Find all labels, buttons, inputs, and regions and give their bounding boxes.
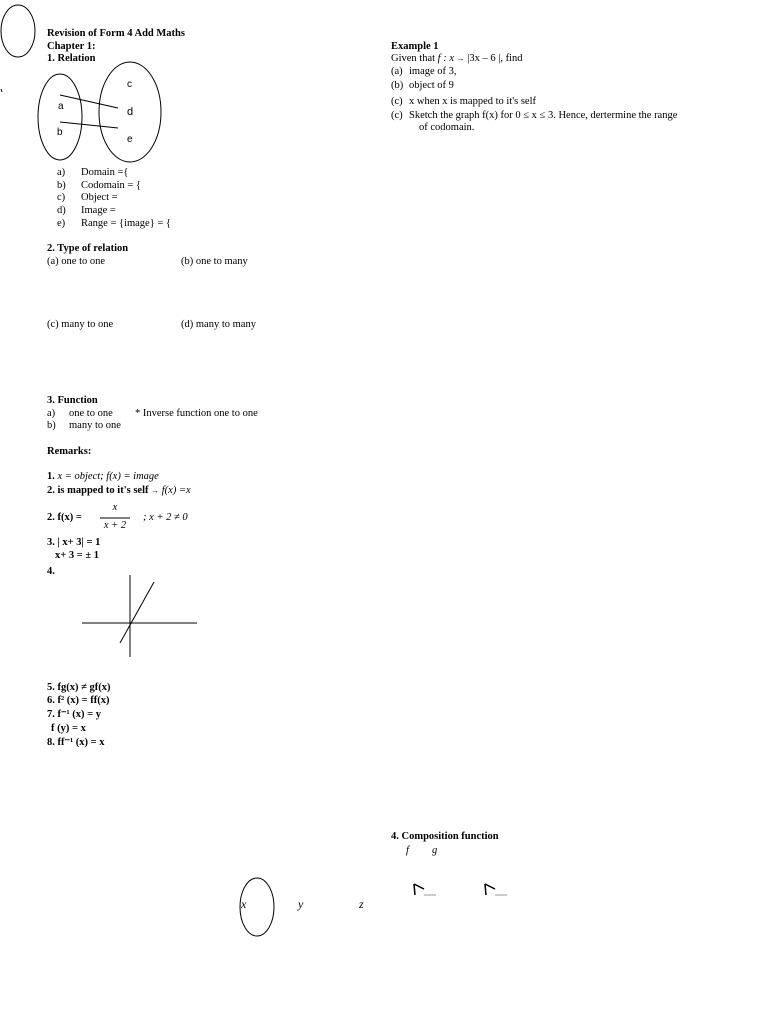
mapping-arrow-a-d <box>60 95 118 108</box>
example-part-c-label: (c) <box>391 96 403 107</box>
composition-x-label: x <box>241 897 247 911</box>
domain-element-a: a <box>58 101 64 112</box>
axes-sketch <box>82 575 200 659</box>
section-composition-heading: 4. Composition function <box>391 831 499 842</box>
mapping-arrow-symbol: → <box>151 486 160 495</box>
term-image: Image = <box>81 205 116 216</box>
relation-type-many-to-many: (d) many to many <box>181 319 256 330</box>
composition-f-label: f <box>406 845 409 856</box>
remark-identity: 8. ff⁻¹ (x) = x <box>47 737 105 748</box>
example-part-c: x when x is mapped to it's self <box>409 96 536 107</box>
codomain-element-d: d <box>127 106 134 118</box>
composition-z-label: z <box>359 897 364 911</box>
example-given-statement <box>391 53 522 66</box>
term-codomain: Codomain = { <box>81 180 141 191</box>
section-function-heading: 3. Function <box>47 395 98 406</box>
remark-fraction-prefix: 2. f(x) = <box>47 512 82 523</box>
composition-y-label: y <box>298 897 304 911</box>
composition-arrow-g-icon <box>483 883 511 897</box>
document-title: Revision of Form 4 Add Maths <box>47 28 185 39</box>
remark-modulus-equation: 3. | x+ 3| = 1 <box>47 537 101 548</box>
function-label-a: a) <box>47 408 56 419</box>
inverse-function-note: * Inverse function one to one <box>135 408 258 419</box>
term-label-b: b) <box>57 180 66 191</box>
relation-arrow-diagram <box>30 58 170 168</box>
term-label-e: e) <box>57 218 66 229</box>
remark-1-number: 1. <box>47 471 55 482</box>
term-label-d: d) <box>57 205 66 216</box>
function-many-to-one: many to one <box>69 420 121 431</box>
relation-type-one-to-one: (a) one to one <box>47 256 106 267</box>
remark-graph-number: 4. <box>47 566 55 577</box>
example-part-d-label: (c) <box>391 110 403 121</box>
remark-2 <box>47 485 191 498</box>
codomain-element-c: c <box>127 79 132 90</box>
term-range: Range = {image} = { <box>81 218 171 229</box>
given-mapping-arrow: → <box>456 54 465 63</box>
section-relation-heading: 1. Relation <box>47 53 96 64</box>
composition-g-label: g <box>432 845 438 856</box>
remark-2-text: 2. is mapped to it's self <box>47 485 149 496</box>
term-object: Object = <box>81 192 118 203</box>
graph-line <box>120 582 154 643</box>
example-part-d-continuation: of codomain. <box>419 122 475 133</box>
relation-type-one-to-many: (b) one to many <box>181 256 248 267</box>
chapter-label: Chapter 1: <box>47 41 96 52</box>
term-domain: Domain ={ <box>81 167 129 178</box>
remark-inverse-result: f (y) = x <box>51 723 86 734</box>
section-type-of-relation-heading: 2. Type of relation <box>47 243 129 254</box>
remark-f-squared: 6. f² (x) = ff(x) <box>47 695 110 706</box>
term-label-a: a) <box>57 167 66 178</box>
fraction-bar <box>100 517 130 519</box>
fraction-numerator: x <box>112 502 118 513</box>
relation-type-many-to-one: (c) many to one <box>47 319 114 330</box>
given-function-rule: |3x – 6 |, find <box>467 53 523 64</box>
example-part-b-label: (b) <box>391 80 404 91</box>
mapping-arrow-b-d <box>60 122 118 128</box>
fraction-denominator: x + 2 <box>103 520 127 531</box>
given-prefix: Given that <box>391 53 436 64</box>
remark-modulus-solution: x+ 3 = ± 1 <box>55 550 99 561</box>
example-part-b: object of 9 <box>409 80 454 91</box>
example-heading: Example 1 <box>391 41 439 52</box>
margin-tick <box>0 88 4 94</box>
remark-composite-not-commutative: 5. fg(x) ≠ gf(x) <box>47 682 111 693</box>
remarks-heading: Remarks: <box>47 446 92 457</box>
codomain-element-e: e <box>127 134 133 145</box>
example-part-a-label: (a) <box>391 66 403 77</box>
composition-arrow-f-icon <box>412 883 440 897</box>
remark-2-expression: f(x) =x <box>161 485 191 496</box>
corner-oval-decoration <box>0 0 40 64</box>
remark-1-text: x = object; f(x) = image <box>57 471 159 482</box>
given-function-name: f : x <box>437 53 454 64</box>
function-one-to-one: one to one <box>69 408 113 419</box>
remark-inverse-definition: 7. f⁻¹ (x) = y <box>47 709 102 720</box>
domain-element-b: b <box>57 127 63 138</box>
remark-1 <box>47 471 159 484</box>
example-part-d: Sketch the graph f(x) for 0 ≤ x ≤ 3. Hence, dertermine the range <box>409 110 678 121</box>
term-label-c: c) <box>57 192 66 203</box>
function-label-b: b) <box>47 420 56 431</box>
fraction-condition: ; x + 2 ≠ 0 <box>143 512 188 523</box>
example-part-a: image of 3, <box>409 66 457 77</box>
domain-oval <box>38 74 82 160</box>
